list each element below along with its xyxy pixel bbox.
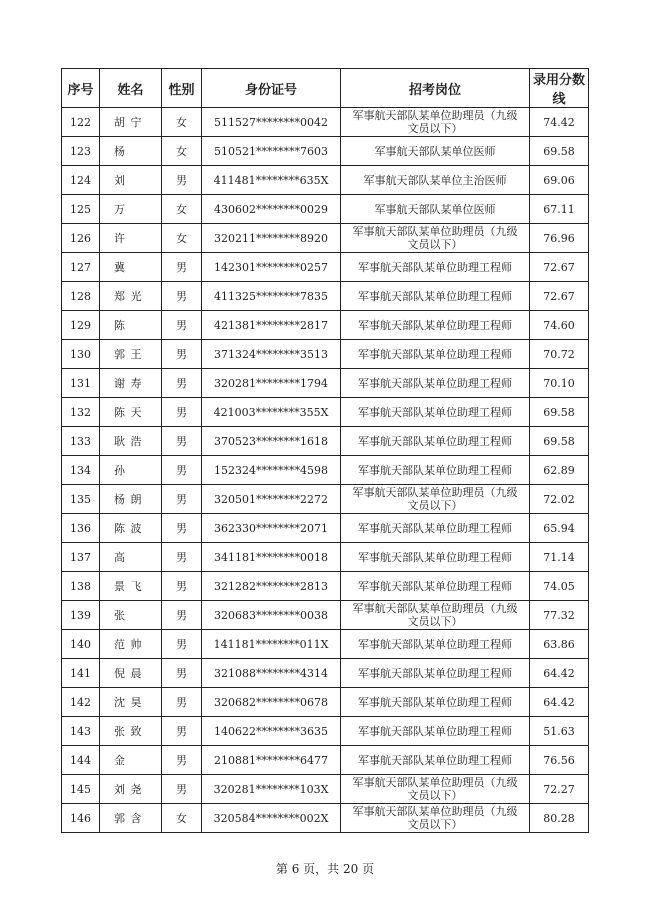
cell-name (100, 340, 162, 369)
cell-id: 140622********3635 (202, 717, 341, 746)
cell-score: 63.86 (530, 630, 589, 659)
cell-score: 76.96 (530, 224, 589, 253)
cell-score: 64.42 (530, 688, 589, 717)
cell-score: 77.32 (530, 601, 589, 630)
cell-gender: 男 (162, 311, 202, 340)
table-row (62, 282, 589, 311)
cell-name (100, 688, 162, 717)
cell-seq: 128 (62, 282, 100, 311)
cell-gender: 男 (162, 369, 202, 398)
table-row (62, 427, 589, 456)
cell-seq: 122 (62, 108, 100, 137)
cell-name (100, 195, 162, 224)
cell-id: 152324********4598 (202, 456, 341, 485)
cell-score: 80.28 (530, 804, 589, 833)
table-body (62, 108, 589, 833)
surname: 刘 (114, 783, 125, 796)
given-name: 王 (130, 348, 142, 361)
cell-position: 军事航天部队某单位助理工程师 (341, 340, 530, 369)
header-name: 姓名 (100, 69, 162, 108)
cell-position: 军事航天部队某单位助理工程师 (341, 514, 530, 543)
table-row (62, 804, 589, 833)
cell-seq: 137 (62, 543, 100, 572)
surname: 郭 (114, 812, 125, 825)
cell-name (100, 804, 162, 833)
cell-name (100, 369, 162, 398)
table-row (62, 572, 589, 601)
given-name: 浩 (130, 435, 142, 448)
cell-position: 军事航天部队某单位助理员（九级文员以下） (341, 485, 530, 514)
surname: 谢 (114, 377, 125, 390)
surname: 万 (114, 203, 125, 216)
cell-gender: 男 (162, 572, 202, 601)
cell-score: 70.10 (530, 369, 589, 398)
cell-position: 军事航天部队某单位助理工程师 (341, 746, 530, 775)
cell-name (100, 108, 162, 137)
cell-score: 74.42 (530, 108, 589, 137)
table-row (62, 485, 589, 514)
cell-position: 军事航天部队某单位助理员（九级文员以下） (341, 224, 530, 253)
cell-id: 511527********0042 (202, 108, 341, 137)
cell-seq: 134 (62, 456, 100, 485)
cell-position: 军事航天部队某单位助理工程师 (341, 659, 530, 688)
cell-seq: 141 (62, 659, 100, 688)
table-row (62, 630, 589, 659)
cell-gender: 女 (162, 195, 202, 224)
cell-gender: 女 (162, 224, 202, 253)
given-name: 光 (130, 290, 142, 303)
cell-seq: 126 (62, 224, 100, 253)
cell-score: 67.11 (530, 195, 589, 224)
cell-score: 76.56 (530, 746, 589, 775)
surname: 许 (114, 232, 125, 245)
cell-gender: 男 (162, 398, 202, 427)
cell-name (100, 282, 162, 311)
surname: 杨 (114, 493, 125, 506)
cell-id: 320584********002X (202, 804, 341, 833)
surname: 陈 (114, 319, 125, 332)
cell-score: 74.60 (530, 311, 589, 340)
cell-gender: 女 (162, 804, 202, 833)
table-row (62, 311, 589, 340)
cell-id: 320281********103X (202, 775, 341, 804)
cell-id: 370523********1618 (202, 427, 341, 456)
cell-id: 320501********2272 (202, 485, 341, 514)
table-row (62, 601, 589, 630)
cell-id: 411481********635X (202, 166, 341, 195)
cell-position: 军事航天部队某单位医师 (341, 195, 530, 224)
results-table (61, 68, 589, 833)
table-row (62, 253, 589, 282)
surname: 陈 (114, 406, 125, 419)
table-row (62, 746, 589, 775)
cell-id: 421003********355X (202, 398, 341, 427)
surname: 冀 (114, 261, 125, 274)
cell-name (100, 398, 162, 427)
surname: 杨 (114, 145, 125, 158)
table-row (62, 340, 589, 369)
cell-seq: 130 (62, 340, 100, 369)
cell-position: 军事航天部队某单位助理工程师 (341, 253, 530, 282)
table-row (62, 543, 589, 572)
cell-score: 69.58 (530, 137, 589, 166)
surname: 张 (114, 609, 125, 622)
given-name: 含 (130, 812, 142, 825)
cell-gender: 男 (162, 514, 202, 543)
cell-name (100, 630, 162, 659)
surname: 陈 (114, 522, 125, 535)
cell-name (100, 311, 162, 340)
surname: 孙 (114, 464, 125, 477)
cell-seq: 138 (62, 572, 100, 601)
cell-score: 62.89 (530, 456, 589, 485)
cell-id: 210881********6477 (202, 746, 341, 775)
surname: 刘 (114, 174, 125, 187)
cell-seq: 142 (62, 688, 100, 717)
header-score: 录用分数线 (530, 69, 589, 108)
cell-gender: 男 (162, 485, 202, 514)
table-row (62, 224, 589, 253)
cell-position: 军事航天部队某单位助理工程师 (341, 282, 530, 311)
cell-seq: 129 (62, 311, 100, 340)
cell-position: 军事航天部队某单位助理工程师 (341, 427, 530, 456)
cell-seq: 133 (62, 427, 100, 456)
cell-score: 72.67 (530, 282, 589, 311)
table-header-row (62, 69, 589, 108)
cell-gender: 男 (162, 253, 202, 282)
cell-name (100, 775, 162, 804)
cell-score: 69.58 (530, 398, 589, 427)
cell-name (100, 485, 162, 514)
cell-seq: 139 (62, 601, 100, 630)
cell-position: 军事航天部队某单位助理工程师 (341, 398, 530, 427)
cell-name (100, 514, 162, 543)
table-row (62, 369, 589, 398)
surname: 倪 (114, 667, 125, 680)
cell-id: 421381********2817 (202, 311, 341, 340)
surname: 郑 (114, 290, 125, 303)
cell-seq: 124 (62, 166, 100, 195)
cell-seq: 125 (62, 195, 100, 224)
cell-gender: 男 (162, 688, 202, 717)
cell-position: 军事航天部队某单位助理工程师 (341, 369, 530, 398)
cell-position: 军事航天部队某单位助理工程师 (341, 717, 530, 746)
header-id: 身份证号 (202, 69, 341, 108)
cell-name (100, 166, 162, 195)
cell-position: 军事航天部队某单位助理员（九级文员以下） (341, 601, 530, 630)
cell-id: 320281********1794 (202, 369, 341, 398)
cell-position: 军事航天部队某单位助理工程师 (341, 456, 530, 485)
surname: 郭 (114, 348, 125, 361)
table-row (62, 137, 589, 166)
table-row (62, 398, 589, 427)
cell-id: 320683********0038 (202, 601, 341, 630)
cell-position: 军事航天部队某单位助理员（九级文员以下） (341, 108, 530, 137)
cell-score: 74.05 (530, 572, 589, 601)
cell-score: 69.58 (530, 427, 589, 456)
surname: 范 (114, 638, 125, 651)
given-name: 天 (130, 406, 142, 419)
table-row (62, 659, 589, 688)
cell-id: 430602********0029 (202, 195, 341, 224)
cell-id: 320211********8920 (202, 224, 341, 253)
cell-seq: 143 (62, 717, 100, 746)
cell-gender: 男 (162, 630, 202, 659)
surname: 胡 (114, 116, 125, 129)
cell-seq: 123 (62, 137, 100, 166)
cell-gender: 男 (162, 775, 202, 804)
cell-seq: 146 (62, 804, 100, 833)
cell-score: 72.67 (530, 253, 589, 282)
surname: 金 (114, 754, 125, 767)
cell-score: 70.72 (530, 340, 589, 369)
table-row (62, 514, 589, 543)
given-name: 飞 (130, 580, 142, 593)
cell-position: 军事航天部队某单位助理工程师 (341, 630, 530, 659)
cell-score: 65.94 (530, 514, 589, 543)
surname: 耿 (114, 435, 125, 448)
cell-position: 军事航天部队某单位医师 (341, 137, 530, 166)
cell-score: 71.14 (530, 543, 589, 572)
cell-gender: 男 (162, 340, 202, 369)
cell-score: 72.02 (530, 485, 589, 514)
cell-position: 军事航天部队某单位助理工程师 (341, 311, 530, 340)
cell-id: 341181********0018 (202, 543, 341, 572)
surname: 高 (114, 551, 125, 564)
cell-name (100, 543, 162, 572)
cell-id: 321282********2813 (202, 572, 341, 601)
surname: 景 (114, 580, 125, 593)
cell-gender: 男 (162, 166, 202, 195)
cell-gender: 男 (162, 746, 202, 775)
cell-name (100, 253, 162, 282)
table-row (62, 166, 589, 195)
page-footer: 第 6 页，共 20 页 (275, 862, 375, 876)
cell-score: 69.06 (530, 166, 589, 195)
cell-gender: 男 (162, 282, 202, 311)
table-row (62, 195, 589, 224)
cell-name (100, 456, 162, 485)
cell-position: 军事航天部队某单位主治医师 (341, 166, 530, 195)
cell-name (100, 224, 162, 253)
cell-gender: 男 (162, 659, 202, 688)
cell-position: 军事航天部队某单位助理员（九级文员以下） (341, 804, 530, 833)
cell-gender: 男 (162, 543, 202, 572)
table-row (62, 108, 589, 137)
table-row (62, 688, 589, 717)
cell-position: 军事航天部队某单位助理员（九级文员以下） (341, 775, 530, 804)
given-name: 致 (130, 725, 142, 738)
cell-name (100, 717, 162, 746)
cell-id: 371324********3513 (202, 340, 341, 369)
cell-gender: 男 (162, 427, 202, 456)
table-row (62, 717, 589, 746)
cell-score: 72.27 (530, 775, 589, 804)
cell-id: 142301********0257 (202, 253, 341, 282)
cell-seq: 145 (62, 775, 100, 804)
cell-score: 51.63 (530, 717, 589, 746)
given-name: 寿 (130, 377, 142, 390)
cell-gender: 男 (162, 717, 202, 746)
cell-position: 军事航天部队某单位助理工程师 (341, 543, 530, 572)
given-name: 宁 (130, 116, 142, 129)
cell-gender: 女 (162, 137, 202, 166)
cell-name (100, 137, 162, 166)
cell-id: 362330********2071 (202, 514, 341, 543)
surname: 张 (114, 725, 125, 738)
cell-name (100, 746, 162, 775)
cell-seq: 135 (62, 485, 100, 514)
cell-position: 军事航天部队某单位助理工程师 (341, 688, 530, 717)
table-row (62, 775, 589, 804)
cell-name (100, 427, 162, 456)
cell-id: 320682********0678 (202, 688, 341, 717)
cell-gender: 女 (162, 108, 202, 137)
cell-gender: 男 (162, 601, 202, 630)
cell-id: 510521********7603 (202, 137, 341, 166)
cell-gender: 男 (162, 456, 202, 485)
cell-position: 军事航天部队某单位助理工程师 (341, 572, 530, 601)
surname: 沈 (114, 696, 125, 709)
cell-seq: 132 (62, 398, 100, 427)
cell-name (100, 601, 162, 630)
given-name: 昊 (130, 696, 142, 709)
given-name: 尧 (130, 783, 142, 796)
cell-seq: 136 (62, 514, 100, 543)
cell-seq: 131 (62, 369, 100, 398)
given-name: 晨 (130, 667, 142, 680)
cell-name (100, 572, 162, 601)
cell-name (100, 659, 162, 688)
cell-id: 411325********7835 (202, 282, 341, 311)
cell-seq: 144 (62, 746, 100, 775)
cell-seq: 140 (62, 630, 100, 659)
cell-id: 141181********011X (202, 630, 341, 659)
given-name: 朗 (130, 493, 142, 506)
given-name: 波 (130, 522, 142, 535)
cell-seq: 127 (62, 253, 100, 282)
cell-id: 321088********4314 (202, 659, 341, 688)
header-position: 招考岗位 (341, 69, 530, 108)
cell-score: 64.42 (530, 659, 589, 688)
header-seq: 序号 (62, 69, 100, 108)
header-gender: 性别 (162, 69, 202, 108)
given-name: 帅 (130, 638, 142, 651)
table-row (62, 456, 589, 485)
